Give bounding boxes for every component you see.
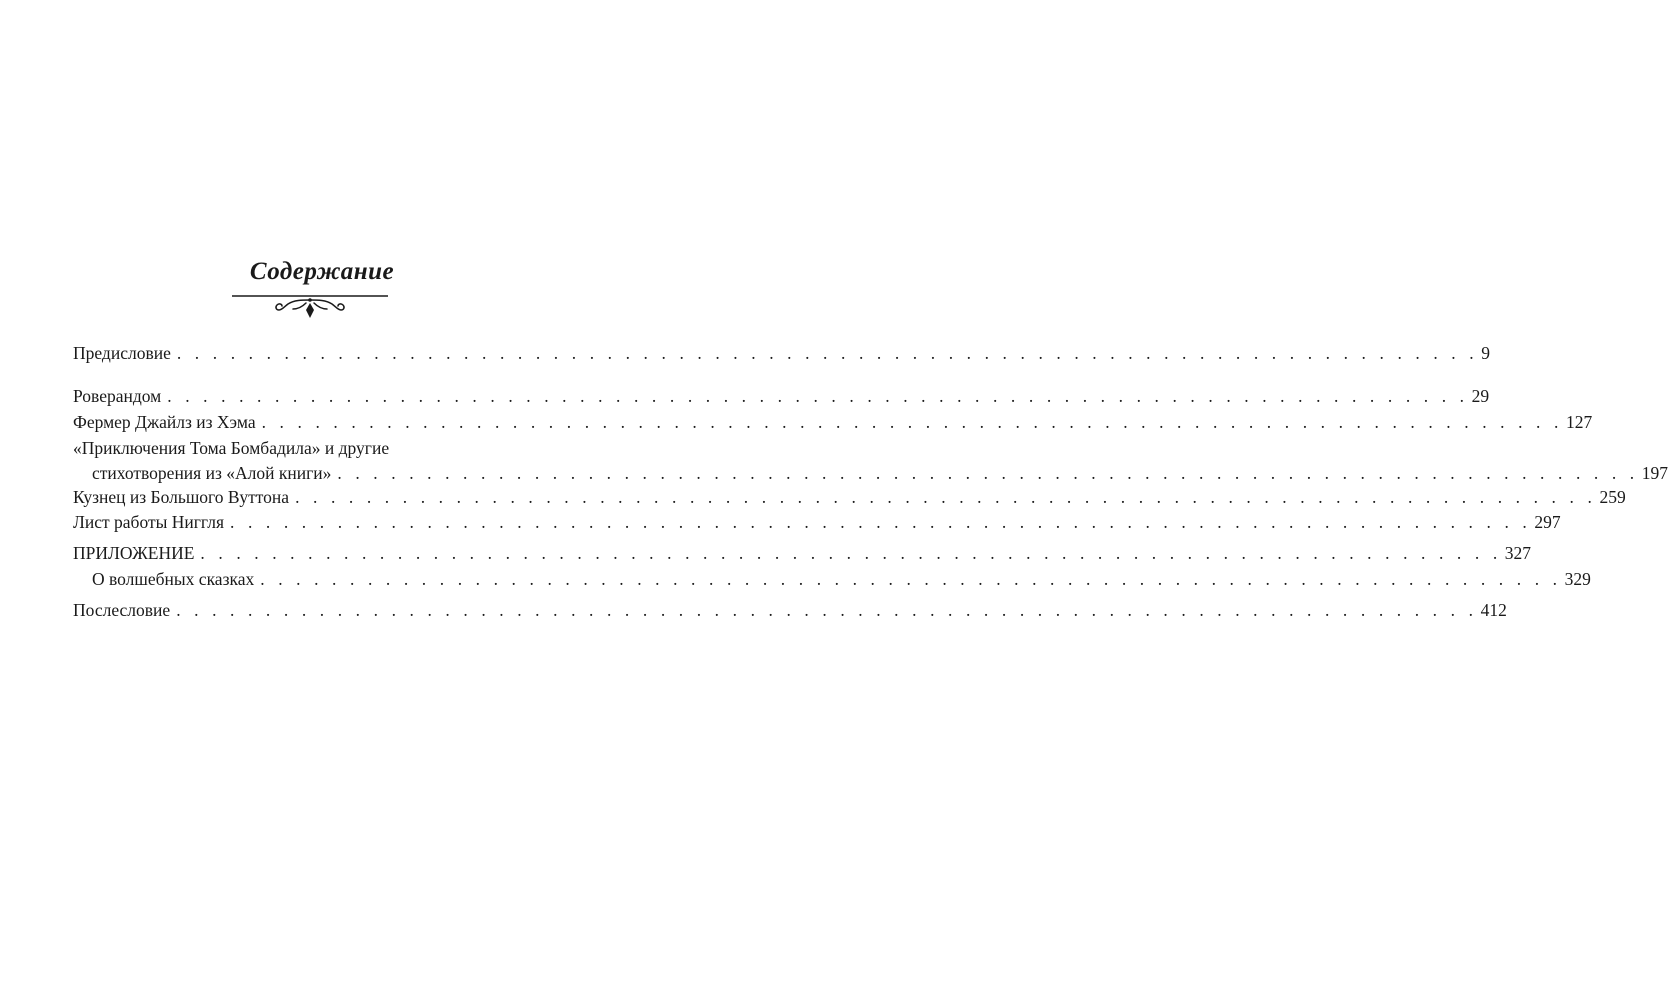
toc-page-number: 297 — [1534, 512, 1561, 532]
leader-dots: . . . . . . . . . . . . . . . . . . . . . . . . . . . . . . . . . . . . . . . . . . . . . . . . . . . . . . . . . . . . . . . . . . . . . . . . . — [261, 412, 1563, 432]
toc-entry-label-line1[interactable]: «Приключения Тома Бомбадила» и другие — [73, 438, 390, 458]
toc-entry-label: Послесловие — [73, 600, 171, 620]
toc-page-number: 197 — [1641, 463, 1668, 483]
page-title: Содержание — [249, 258, 395, 285]
toc-entry-afterword[interactable] — [73, 599, 1507, 621]
toc-entry-label: Фермер Джайлз из Хэма — [73, 412, 256, 432]
toc-page-number: 329 — [1564, 569, 1591, 589]
toc-entry-label: Кузнец из Большого Вуттона — [73, 487, 290, 507]
toc-page-number: 127 — [1565, 412, 1593, 432]
toc-entry-smith-of-wootton[interactable] — [73, 486, 1626, 508]
leader-dots: . . . . . . . . . . . . . . . . . . . . . . . . . . . . . . . . . . . . . . . . . . . . . . . . . . . . . . . . . . . . . . . . . . . . . . . . . — [176, 600, 1478, 620]
leader-dots: . . . . . . . . . . . . . . . . . . . . . . . . . . . . . . . . . . . . . . . . . . . . . . . . . . . . . . . . . . . . . . . . . . . . . . . . . — [200, 543, 1502, 563]
leader-dots: . . . . . . . . . . . . . . . . . . . . . . . . . . . . . . . . . . . . . . . . . . . . . . . . . . . . . . . . . . . . . . . . . . . . . . . . . — [260, 569, 1562, 589]
toc-entry-label: ПРИЛОЖЕНИЕ — [73, 543, 195, 563]
toc-entry-label: О волшебных сказках — [92, 569, 255, 589]
toc-entry-fairy-stories[interactable] — [92, 568, 1591, 590]
toc-page-number: 327 — [1504, 543, 1532, 563]
leader-dots: . . . . . . . . . . . . . . . . . . . . . . . . . . . . . . . . . . . . . . . . . . . . . . . . . . . . . . . . . . . . . . . . . . . . . . . . . — [337, 463, 1639, 483]
table-of-contents — [73, 0, 1668, 1000]
toc-entry-appendix[interactable] — [73, 542, 1532, 564]
toc-page-number: 9 — [1481, 343, 1490, 363]
toc-entry-preface[interactable] — [73, 342, 1490, 364]
toc-entry-label: Предисловие — [73, 343, 171, 363]
toc-entry-label: стихотворения из «Алой книги» — [92, 463, 332, 483]
toc-entry-bombadil[interactable] — [92, 462, 1668, 484]
toc-page-number: 29 — [1471, 386, 1490, 406]
toc-entry-label: Роверандом — [73, 386, 162, 406]
toc-entry-label: Лист работы Ниггля — [73, 512, 224, 532]
toc-page-number: 259 — [1599, 487, 1626, 507]
leader-dots: . . . . . . . . . . . . . . . . . . . . . . . . . . . . . . . . . . . . . . . . . . . . . . . . . . . . . . . . . . . . . . . . . . . . . . . . . — [295, 487, 1597, 507]
leader-dots: . . . . . . . . . . . . . . . . . . . . . . . . . . . . . . . . . . . . . . . . . . . . . . . . . . . . . . . . . . . . . . . . . . . . . . . . . — [167, 386, 1469, 406]
toc-entry-farmer-giles[interactable] — [73, 411, 1593, 433]
toc-entry-leaf-by-niggle[interactable] — [73, 511, 1561, 533]
leader-dots: . . . . . . . . . . . . . . . . . . . . . . . . . . . . . . . . . . . . . . . . . . . . . . . . . . . . . . . . . . . . . . . . . . . . . . . . . — [230, 512, 1532, 532]
leader-dots: . . . . . . . . . . . . . . . . . . . . . . . . . . . . . . . . . . . . . . . . . . . . . . . . . . . . . . . . . . . . . . . . . . . . . . . . . — [176, 343, 1479, 363]
toc-entry-roverandom[interactable] — [73, 385, 1490, 407]
toc-page-number: 412 — [1480, 600, 1507, 620]
